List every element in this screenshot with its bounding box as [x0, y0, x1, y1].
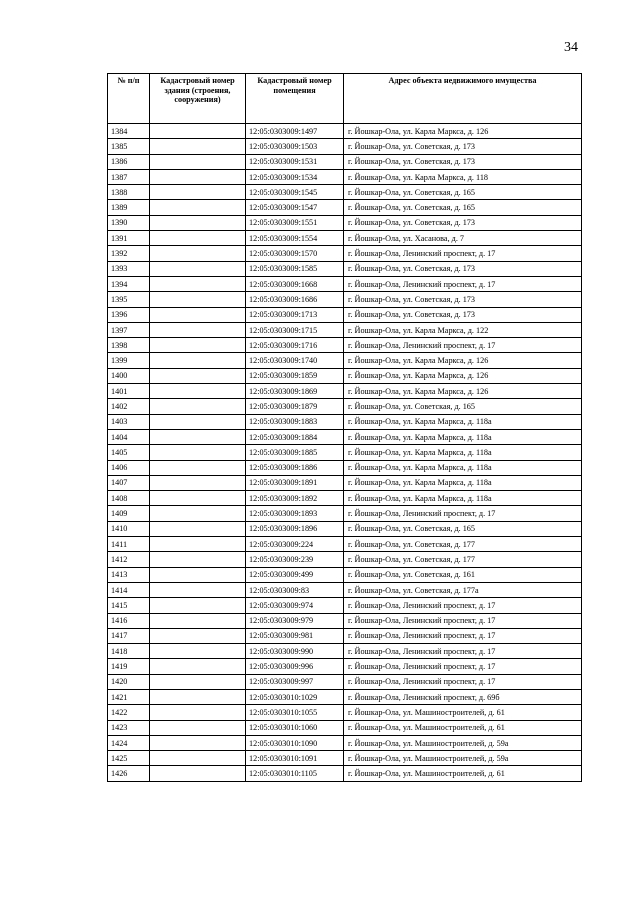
table-row — [108, 139, 582, 154]
building-cadastral-cell — [150, 689, 246, 704]
table-row — [108, 674, 582, 689]
address-cell: г. Йошкар-Ола, ул. Советская, д. 173 — [344, 154, 582, 169]
address-cell: г. Йошкар-Ола, ул. Карла Маркса, д. 126 — [344, 124, 582, 139]
building-cadastral-cell — [150, 659, 246, 674]
table-row — [108, 231, 582, 246]
address-cell: г. Йошкар-Ола, ул. Советская, д. 165 — [344, 185, 582, 200]
room-cadastral-cell: 12:05:0303009:1885 — [246, 445, 344, 460]
room-cadastral-cell: 12:05:0303009:1716 — [246, 338, 344, 353]
room-cadastral-cell: 12:05:0303009:1497 — [246, 124, 344, 139]
row-number: 1393 — [108, 261, 150, 276]
row-number: 1419 — [108, 659, 150, 674]
room-cadastral-cell: 12:05:0303009:1883 — [246, 414, 344, 429]
building-cadastral-cell — [150, 124, 246, 139]
room-cadastral-cell: 12:05:0303009:1893 — [246, 506, 344, 521]
building-cadastral-cell — [150, 154, 246, 169]
table-row — [108, 582, 582, 597]
building-cadastral-cell — [150, 215, 246, 230]
building-cadastral-cell — [150, 582, 246, 597]
table-row — [108, 338, 582, 353]
row-number: 1384 — [108, 124, 150, 139]
building-cadastral-cell — [150, 598, 246, 613]
row-number: 1385 — [108, 139, 150, 154]
room-cadastral-cell: 12:05:0303009:981 — [246, 628, 344, 643]
address-cell: г. Йошкар-Ола, ул. Машиностроителей, д. 61 — [344, 720, 582, 735]
room-cadastral-cell: 12:05:0303010:1055 — [246, 705, 344, 720]
building-cadastral-cell — [150, 644, 246, 659]
building-cadastral-cell — [150, 246, 246, 261]
table-row — [108, 751, 582, 766]
row-number: 1390 — [108, 215, 150, 230]
row-number: 1395 — [108, 292, 150, 307]
table-row — [108, 200, 582, 215]
building-cadastral-cell — [150, 139, 246, 154]
address-cell: г. Йошкар-Ола, ул. Советская, д. 165 — [344, 399, 582, 414]
address-cell: г. Йошкар-Ола, ул. Советская, д. 165 — [344, 200, 582, 215]
building-cadastral-cell — [150, 506, 246, 521]
row-number: 1420 — [108, 674, 150, 689]
address-cell: г. Йошкар-Ола, ул. Советская, д. 173 — [344, 307, 582, 322]
table-row — [108, 659, 582, 674]
building-cadastral-cell — [150, 735, 246, 750]
building-cadastral-cell — [150, 491, 246, 506]
address-cell: г. Йошкар-Ола, ул. Карла Маркса, д. 118 — [344, 169, 582, 184]
room-cadastral-cell: 12:05:0303009:1503 — [246, 139, 344, 154]
table-row — [108, 552, 582, 567]
room-cadastral-cell: 12:05:0303009:1686 — [246, 292, 344, 307]
table-header — [108, 74, 582, 124]
row-number: 1425 — [108, 751, 150, 766]
table-row — [108, 491, 582, 506]
table-row — [108, 628, 582, 643]
table-row — [108, 414, 582, 429]
building-cadastral-cell — [150, 613, 246, 628]
room-cadastral-cell: 12:05:0303009:1570 — [246, 246, 344, 261]
room-cadastral-cell: 12:05:0303009:1545 — [246, 185, 344, 200]
building-cadastral-cell — [150, 628, 246, 643]
room-cadastral-cell: 12:05:0303009:996 — [246, 659, 344, 674]
address-cell: г. Йошкар-Ола, ул. Карла Маркса, д. 118а — [344, 445, 582, 460]
room-cadastral-cell: 12:05:0303009:1534 — [246, 169, 344, 184]
table-body — [108, 124, 582, 782]
address-cell: г. Йошкар-Ола, ул. Советская, д. 173 — [344, 292, 582, 307]
room-cadastral-cell: 12:05:0303009:239 — [246, 552, 344, 567]
address-cell: г. Йошкар-Ола, Ленинский проспект, д. 17 — [344, 613, 582, 628]
row-number: 1424 — [108, 735, 150, 750]
room-cadastral-cell: 12:05:0303009:1740 — [246, 353, 344, 368]
table-row — [108, 705, 582, 720]
building-cadastral-cell — [150, 705, 246, 720]
address-cell: г. Йошкар-Ола, Ленинский проспект, д. 17 — [344, 644, 582, 659]
property-registry-table — [107, 73, 582, 782]
address-cell: г. Йошкар-Ола, Ленинский проспект, д. 17 — [344, 338, 582, 353]
row-number: 1426 — [108, 766, 150, 781]
building-cadastral-cell — [150, 766, 246, 781]
building-cadastral-cell — [150, 521, 246, 536]
row-number: 1394 — [108, 276, 150, 291]
table-row — [108, 766, 582, 781]
building-cadastral-cell — [150, 429, 246, 444]
address-cell: г. Йошкар-Ола, ул. Карла Маркса, д. 118а — [344, 414, 582, 429]
row-number: 1392 — [108, 246, 150, 261]
building-cadastral-cell — [150, 399, 246, 414]
address-cell: г. Йошкар-Ола, Ленинский проспект, д. 69б — [344, 689, 582, 704]
table-row — [108, 689, 582, 704]
room-cadastral-cell: 12:05:0303009:974 — [246, 598, 344, 613]
table-row — [108, 644, 582, 659]
building-cadastral-cell — [150, 567, 246, 582]
room-cadastral-cell: 12:05:0303009:979 — [246, 613, 344, 628]
table-row — [108, 506, 582, 521]
table-row — [108, 215, 582, 230]
table-row — [108, 567, 582, 582]
address-cell: г. Йошкар-Ола, ул. Советская, д. 177 — [344, 537, 582, 552]
table-row — [108, 537, 582, 552]
room-cadastral-cell: 12:05:0303009:1713 — [246, 307, 344, 322]
table-row — [108, 598, 582, 613]
room-cadastral-cell: 12:05:0303009:499 — [246, 567, 344, 582]
row-number: 1414 — [108, 582, 150, 597]
address-cell: г. Йошкар-Ола, ул. Машиностроителей, д. 61 — [344, 705, 582, 720]
row-number: 1412 — [108, 552, 150, 567]
row-number: 1421 — [108, 689, 150, 704]
table-row — [108, 368, 582, 383]
table-row — [108, 124, 582, 139]
address-cell: г. Йошкар-Ола, ул. Карла Маркса, д. 122 — [344, 322, 582, 337]
row-number: 1404 — [108, 429, 150, 444]
row-number: 1402 — [108, 399, 150, 414]
building-cadastral-cell — [150, 185, 246, 200]
row-number: 1422 — [108, 705, 150, 720]
table-row — [108, 307, 582, 322]
room-cadastral-cell: 12:05:0303010:1105 — [246, 766, 344, 781]
room-cadastral-cell: 12:05:0303009:1859 — [246, 368, 344, 383]
address-cell: г. Йошкар-Ола, Ленинский проспект, д. 17 — [344, 674, 582, 689]
address-cell: г. Йошкар-Ола, Ленинский проспект, д. 17 — [344, 598, 582, 613]
room-cadastral-cell: 12:05:0303009:1891 — [246, 475, 344, 490]
address-cell: г. Йошкар-Ола, ул. Машиностроителей, д. 61 — [344, 766, 582, 781]
building-cadastral-cell — [150, 353, 246, 368]
address-cell: г. Йошкар-Ола, ул. Советская, д. 165 — [344, 521, 582, 536]
address-cell: г. Йошкар-Ола, ул. Карла Маркса, д. 126 — [344, 353, 582, 368]
room-cadastral-cell: 12:05:0303010:1091 — [246, 751, 344, 766]
address-cell: г. Йошкар-Ола, ул. Карла Маркса, д. 118а — [344, 429, 582, 444]
room-cadastral-cell: 12:05:0303009:224 — [246, 537, 344, 552]
building-cadastral-cell — [150, 414, 246, 429]
row-number: 1400 — [108, 368, 150, 383]
room-cadastral-cell: 12:05:0303009:1896 — [246, 521, 344, 536]
room-cadastral-cell: 12:05:0303009:1668 — [246, 276, 344, 291]
room-cadastral-cell: 12:05:0303009:83 — [246, 582, 344, 597]
row-number: 1389 — [108, 200, 150, 215]
building-cadastral-cell — [150, 552, 246, 567]
room-cadastral-cell: 12:05:0303009:1892 — [246, 491, 344, 506]
building-cadastral-cell — [150, 169, 246, 184]
address-cell: г. Йошкар-Ола, ул. Карла Маркса, д. 126 — [344, 384, 582, 399]
table-row — [108, 261, 582, 276]
table-row — [108, 246, 582, 261]
room-cadastral-cell: 12:05:0303009:997 — [246, 674, 344, 689]
table-row — [108, 276, 582, 291]
row-number: 1391 — [108, 231, 150, 246]
building-cadastral-cell — [150, 475, 246, 490]
row-number: 1423 — [108, 720, 150, 735]
room-cadastral-cell: 12:05:0303009:1551 — [246, 215, 344, 230]
building-cadastral-cell — [150, 261, 246, 276]
header-building-cadastral: Кадастровый номер здания (строения, сооружения) — [150, 74, 246, 124]
table-row — [108, 445, 582, 460]
address-cell: г. Йошкар-Ола, ул. Советская, д. 173 — [344, 215, 582, 230]
header-row — [108, 74, 582, 124]
row-number: 1401 — [108, 384, 150, 399]
room-cadastral-cell: 12:05:0303009:1554 — [246, 231, 344, 246]
room-cadastral-cell: 12:05:0303009:1884 — [246, 429, 344, 444]
building-cadastral-cell — [150, 338, 246, 353]
address-cell: г. Йошкар-Ола, Ленинский проспект, д. 17 — [344, 659, 582, 674]
row-number: 1408 — [108, 491, 150, 506]
row-number: 1407 — [108, 475, 150, 490]
address-cell: г. Йошкар-Ола, ул. Машиностроителей, д. 59а — [344, 751, 582, 766]
address-cell: г. Йошкар-Ола, ул. Карла Маркса, д. 118а — [344, 491, 582, 506]
building-cadastral-cell — [150, 751, 246, 766]
building-cadastral-cell — [150, 322, 246, 337]
address-cell: г. Йошкар-Ола, ул. Карла Маркса, д. 118а — [344, 475, 582, 490]
table-row — [108, 429, 582, 444]
room-cadastral-cell: 12:05:0303010:1029 — [246, 689, 344, 704]
row-number: 1406 — [108, 460, 150, 475]
building-cadastral-cell — [150, 200, 246, 215]
row-number: 1409 — [108, 506, 150, 521]
building-cadastral-cell — [150, 445, 246, 460]
row-number: 1386 — [108, 154, 150, 169]
building-cadastral-cell — [150, 537, 246, 552]
address-cell: г. Йошкар-Ола, Ленинский проспект, д. 17 — [344, 506, 582, 521]
building-cadastral-cell — [150, 384, 246, 399]
address-cell: г. Йошкар-Ола, Ленинский проспект, д. 17 — [344, 628, 582, 643]
header-num: № п/п — [108, 74, 150, 124]
row-number: 1396 — [108, 307, 150, 322]
row-number: 1398 — [108, 338, 150, 353]
row-number: 1403 — [108, 414, 150, 429]
row-number: 1417 — [108, 628, 150, 643]
building-cadastral-cell — [150, 276, 246, 291]
table-row — [108, 154, 582, 169]
row-number: 1413 — [108, 567, 150, 582]
address-cell: г. Йошкар-Ола, ул. Советская, д. 161 — [344, 567, 582, 582]
building-cadastral-cell — [150, 720, 246, 735]
room-cadastral-cell: 12:05:0303009:990 — [246, 644, 344, 659]
address-cell: г. Йошкар-Ола, Ленинский проспект, д. 17 — [344, 276, 582, 291]
address-cell: г. Йошкар-Ола, ул. Машиностроителей, д. 59а — [344, 735, 582, 750]
row-number: 1415 — [108, 598, 150, 613]
address-cell: г. Йошкар-Ола, ул. Карла Маркса, д. 126 — [344, 368, 582, 383]
row-number: 1399 — [108, 353, 150, 368]
room-cadastral-cell: 12:05:0303009:1886 — [246, 460, 344, 475]
building-cadastral-cell — [150, 292, 246, 307]
row-number: 1416 — [108, 613, 150, 628]
room-cadastral-cell: 12:05:0303009:1879 — [246, 399, 344, 414]
table-row — [108, 613, 582, 628]
table-row — [108, 735, 582, 750]
building-cadastral-cell — [150, 231, 246, 246]
row-number: 1411 — [108, 537, 150, 552]
table-row — [108, 521, 582, 536]
room-cadastral-cell: 12:05:0303009:1715 — [246, 322, 344, 337]
room-cadastral-cell: 12:05:0303009:1585 — [246, 261, 344, 276]
building-cadastral-cell — [150, 460, 246, 475]
table-row — [108, 322, 582, 337]
building-cadastral-cell — [150, 674, 246, 689]
address-cell: г. Йошкар-Ола, ул. Карла Маркса, д. 118а — [344, 460, 582, 475]
room-cadastral-cell: 12:05:0303009:1531 — [246, 154, 344, 169]
address-cell: г. Йошкар-Ола, ул. Советская, д. 173 — [344, 261, 582, 276]
table-row — [108, 720, 582, 735]
row-number: 1418 — [108, 644, 150, 659]
table-row — [108, 169, 582, 184]
address-cell: г. Йошкар-Ола, Ленинский проспект, д. 17 — [344, 246, 582, 261]
row-number: 1387 — [108, 169, 150, 184]
table-row — [108, 353, 582, 368]
table-row — [108, 384, 582, 399]
row-number: 1405 — [108, 445, 150, 460]
row-number: 1410 — [108, 521, 150, 536]
header-room-cadastral: Кадастровый номер помещения — [246, 74, 344, 124]
row-number: 1397 — [108, 322, 150, 337]
header-address: Адрес объекта недвижимого имущества — [344, 74, 582, 124]
table-row — [108, 292, 582, 307]
table-row — [108, 185, 582, 200]
room-cadastral-cell: 12:05:0303010:1090 — [246, 735, 344, 750]
room-cadastral-cell: 12:05:0303009:1547 — [246, 200, 344, 215]
address-cell: г. Йошкар-Ола, ул. Советская, д. 177 — [344, 552, 582, 567]
table-row — [108, 475, 582, 490]
building-cadastral-cell — [150, 368, 246, 383]
room-cadastral-cell: 12:05:0303009:1869 — [246, 384, 344, 399]
address-cell: г. Йошкар-Ола, ул. Советская, д. 173 — [344, 139, 582, 154]
room-cadastral-cell: 12:05:0303010:1060 — [246, 720, 344, 735]
address-cell: г. Йошкар-Ола, ул. Советская, д. 177а — [344, 582, 582, 597]
address-cell: г. Йошкар-Ола, ул. Хасанова, д. 7 — [344, 231, 582, 246]
table-row — [108, 460, 582, 475]
building-cadastral-cell — [150, 307, 246, 322]
table-row — [108, 399, 582, 414]
page-number: 34 — [564, 40, 578, 55]
row-number: 1388 — [108, 185, 150, 200]
